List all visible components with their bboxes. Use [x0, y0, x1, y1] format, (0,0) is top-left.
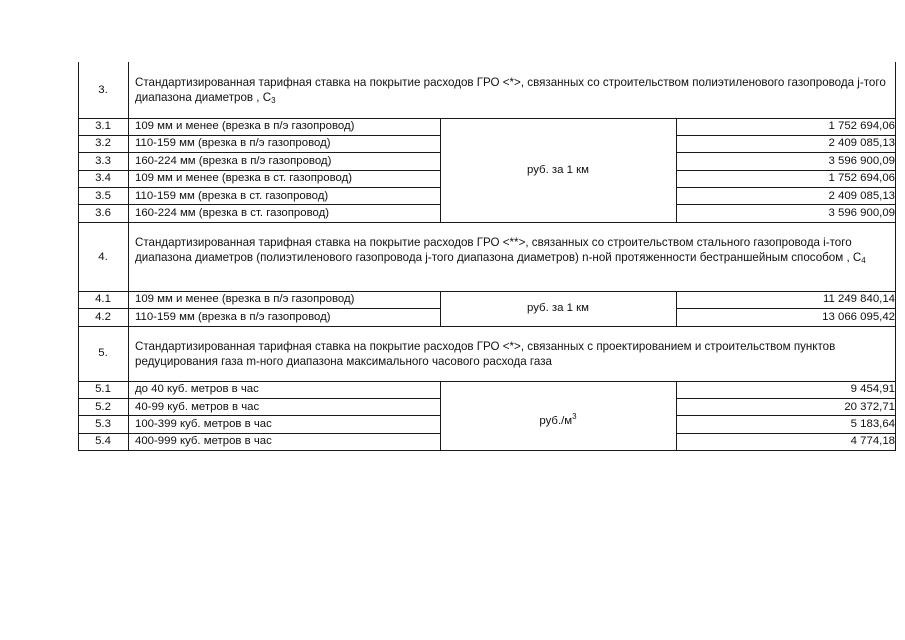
section-heading: Стандартизированная тарифная ставка на покрытие расходов ГРО <**>, связанных со строительством стального газопровода i-того диапазона диаметров (полиэтиленового газопровода j-того диапазона диаметров) n-ной протяженности бестраншейным способом , $С_4$: [135, 236, 866, 265]
row-number: 5.1: [95, 383, 111, 395]
row-number: 3.5: [95, 190, 111, 202]
table-border-right: [895, 62, 896, 450]
row-number: 3.3: [95, 155, 111, 167]
row-value: 13 066 095,42: [822, 311, 895, 323]
row-label: 109 мм и менее (врезка в п/э газопровод): [135, 293, 355, 305]
row-value: 9 454,91: [850, 383, 895, 395]
unit-label: $руб./м^3$: [539, 412, 577, 427]
row-number: 4.1: [95, 293, 111, 305]
section-heading: Стандартизированная тарифная ставка на покрытие расходов ГРО <*>, связанных с проектированием и строительством пунктов редуцирования газа m-ного диапазона максимального часового расхода газа: [135, 340, 836, 368]
row-value: 3 596 900,09: [828, 207, 895, 219]
row-value: 2 409 085,13: [828, 190, 895, 202]
row-number: 3.1: [95, 120, 111, 132]
section-number: 5.: [98, 347, 108, 359]
section-number: 4.: [98, 251, 108, 263]
row-label: 110-159 мм (врезка в п/э газопровод): [135, 137, 331, 149]
row-label: 110-159 мм (врезка в ст. газопровод): [135, 190, 329, 202]
row-label: до 40 куб. метров в час: [135, 383, 259, 395]
row-label: 40-99 куб. метров в час: [135, 401, 260, 413]
row-value: 4 774,18: [850, 435, 895, 447]
row-number: 5.2: [95, 401, 111, 413]
row-value: 3 596 900,09: [828, 155, 895, 167]
row-value: 11 249 840,14: [823, 293, 895, 305]
row-number: 3.2: [95, 137, 111, 149]
row-value: 1 752 694,06: [828, 120, 895, 132]
row-label: 100-399 куб. метров в час: [135, 418, 272, 430]
row-label: 160-224 мм (врезка в ст. газопровод): [135, 207, 330, 219]
row-number: 4.2: [95, 311, 111, 323]
row-value: 5 183,64: [850, 418, 895, 430]
row-number: 5.4: [95, 435, 111, 447]
row-number: 3.4: [95, 172, 111, 184]
row-label: 160-224 мм (врезка в п/э газопровод): [135, 155, 332, 167]
row-value: 1 752 694,06: [828, 172, 895, 184]
row-number: 3.6: [95, 207, 111, 219]
unit-label: руб. за 1 км: [527, 302, 589, 314]
row-label: 109 мм и менее (врезка в п/э газопровод): [135, 120, 355, 132]
row-number: 5.3: [95, 418, 111, 430]
row-value: 2 409 085,13: [828, 137, 895, 149]
row-label: 400-999 куб. метров в час: [135, 435, 272, 447]
col-divider-num: [128, 62, 129, 450]
section-heading: Стандартизированная тарифная ставка на покрытие расходов ГРО <*>, связанных со строительством полиэтиленового газопровода j-того диапазона диаметров , $С_3$: [135, 76, 886, 105]
unit-label: руб. за 1 км: [527, 164, 589, 176]
section-number: 3.: [98, 84, 108, 96]
row-label: 109 мм и менее (врезка в ст. газопровод): [135, 172, 353, 184]
row-label: 110-159 мм (врезка в п/э газопровод): [135, 311, 331, 323]
row-value: 20 372,71: [844, 401, 895, 413]
